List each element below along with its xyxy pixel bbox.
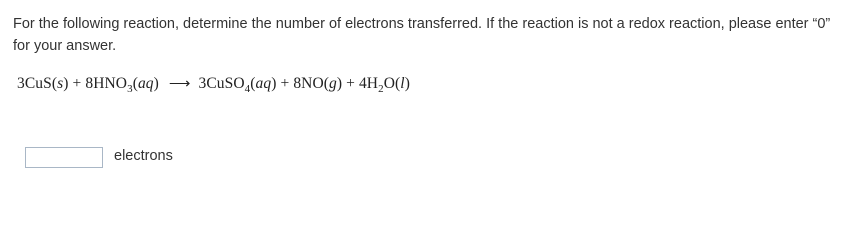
product-h2o-formula-h: 4H — [358, 75, 379, 92]
reactant-hno3-formula: 8HNO — [85, 75, 128, 92]
product-h2o: $4H_2O(l)$ — [358, 75, 410, 95]
product-cuso4-formula: 3CuSO — [198, 75, 245, 92]
electrons-answer-input[interactable] — [25, 147, 103, 168]
reactant-cus: 3CuS(s) — [17, 75, 69, 92]
chemical-equation — [17, 74, 410, 93]
product-cuso4: 3CuSO$_4$(aq) — [198, 75, 277, 95]
plus-sign: + — [346, 75, 355, 92]
plus-sign: + — [280, 75, 290, 92]
reaction-arrow-icon: ⟶ — [168, 76, 191, 92]
product-no-formula: 8NO — [293, 75, 324, 92]
question-text: For the following reaction, determine the number of electrons transferred. If the reaction is not a redox reaction, please enter “0” for your answer. — [13, 16, 831, 54]
product-h2o-subscript: 2 — [378, 83, 384, 95]
reactant-hno3-state: aq — [137, 75, 154, 92]
product-h2o-state: l — [400, 75, 405, 92]
reactant-cus-formula: 3CuS — [17, 75, 52, 92]
reactant-hno3-subscript: 3 — [127, 83, 133, 95]
reactant-hno3: $8HNO_3(aq)$ — [85, 75, 159, 95]
electrons-unit-label: electrons — [114, 148, 173, 164]
product-cuso4-subscript: 4 — [244, 83, 251, 95]
product-h2o-formula-o: O — [383, 75, 396, 92]
plus-sign: + — [72, 75, 82, 92]
product-no: 8NO(g) — [293, 75, 343, 92]
product-cuso4-state: aq — [255, 75, 272, 92]
product-no-state: g — [329, 75, 337, 92]
reactant-cus-state: s — [57, 75, 64, 92]
